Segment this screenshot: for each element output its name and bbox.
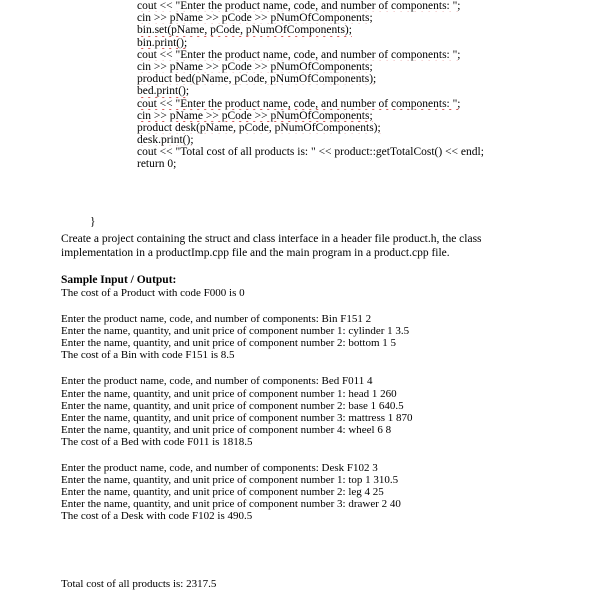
code-line: bin.set(pName, pCode, pNumOfComponents); bbox=[137, 24, 352, 37]
sample-io-heading: Sample Input / Output: bbox=[61, 274, 177, 286]
code-line: product bed(pName, pCode, pNumOfComponents); bbox=[137, 73, 377, 86]
code-line: cin >> pName >> pCode >> pNumOfComponents; bbox=[137, 60, 373, 73]
code-line: return 0; bbox=[137, 158, 177, 171]
code-line: cin >> pName >> pCode >> pNumOfComponents; bbox=[137, 109, 373, 122]
output-line: Enter the name, quantity, and unit price of component number 1: cylinder 1 3.5 bbox=[61, 325, 410, 338]
output-line: Enter the product name, code, and number of components: Desk F102 3 bbox=[61, 462, 378, 475]
code-line: cin >> pName >> pCode >> pNumOfComponents; bbox=[137, 12, 373, 25]
code-line: cout << "Total cost of all products is: " << product::getTotalCost() << endl; bbox=[137, 146, 484, 159]
code-line: bin.print(); bbox=[137, 36, 188, 49]
output-line: Enter the name, quantity, and unit price of component number 3: mattress 1 870 bbox=[61, 411, 413, 424]
output-line: Enter the name, quantity, and unit price of component number 2: base 1 640.5 bbox=[61, 399, 404, 412]
output-line: Enter the product name, code, and number of components: Bin F151 2 bbox=[61, 313, 372, 326]
output-line: Enter the name, quantity, and unit price of component number 1: head 1 260 bbox=[61, 387, 397, 400]
output-line: The cost of a Bin with code F151 is 8.5 bbox=[61, 349, 235, 362]
output-line: The cost of a Product with code F000 is 0 bbox=[61, 287, 245, 299]
code-line: cout << "Enter the product name, code, and number of components: "; bbox=[137, 97, 461, 110]
code-line: product desk(pName, pCode, pNumOfComponents); bbox=[137, 121, 381, 134]
output-line: Enter the name, quantity, and unit price of component number 2: bottom 1 5 bbox=[61, 337, 397, 350]
sample-output bbox=[61, 287, 581, 523]
output-line: Enter the name, quantity, and unit price of component number 2: leg 4 25 bbox=[61, 486, 384, 499]
code-snippet bbox=[137, 0, 597, 171]
instructions-paragraph bbox=[61, 233, 563, 260]
code-line: cout << "Enter the product name, code, and number of components: "; bbox=[137, 48, 461, 61]
code-line: cout << "Enter the product name, code, and number of components: "; bbox=[137, 0, 461, 12]
instructions-line: implementation in a productImp.cpp file and the main program in a product.cpp file. bbox=[61, 246, 450, 259]
code-line: desk.print(); bbox=[137, 134, 194, 147]
output-line: The cost of a Desk with code F102 is 490.5 bbox=[61, 510, 253, 523]
output-line: Enter the name, quantity, and unit price of component number 1: top 1 310.5 bbox=[61, 474, 399, 487]
closing-brace: } bbox=[90, 216, 96, 228]
total-cost-line: Total cost of all products is: 2317.5 bbox=[61, 578, 217, 590]
code-line: bed.print(); bbox=[137, 85, 190, 98]
output-line: Enter the product name, code, and number of components: Bed F011 4 bbox=[61, 375, 373, 388]
output-line: The cost of a Bed with code F011 is 1818.5 bbox=[61, 435, 253, 448]
output-line: Enter the name, quantity, and unit price of component number 4: wheel 6 8 bbox=[61, 423, 392, 436]
instructions-line: Create a project containing the struct and class interface in a header file product.h, the class bbox=[61, 233, 482, 245]
output-line: Enter the name, quantity, and unit price of component number 3: drawer 2 40 bbox=[61, 498, 401, 511]
